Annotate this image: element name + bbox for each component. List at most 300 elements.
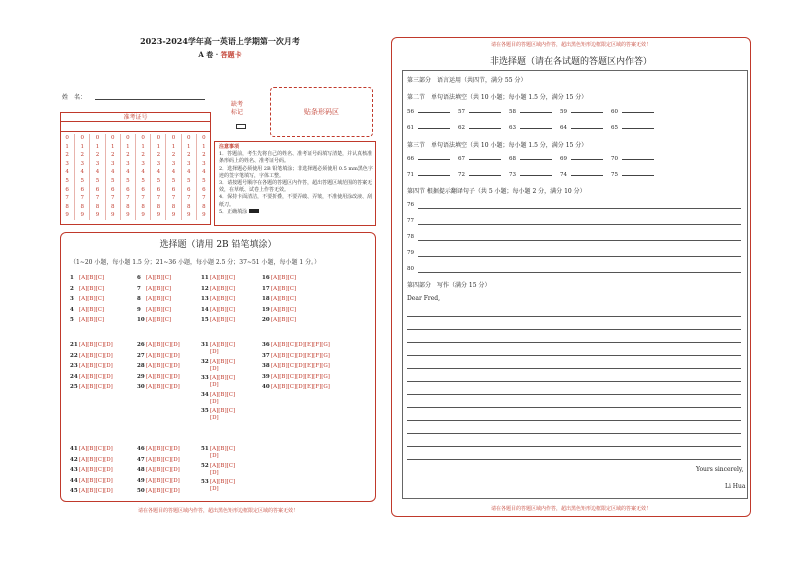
choice-question[interactable] [201, 296, 235, 303]
exam-digit-bubble[interactable]: 6 [65, 186, 69, 193]
writing-line[interactable] [407, 355, 741, 356]
exam-digit-bubble[interactable]: 4 [65, 169, 69, 176]
exam-digit-bubble[interactable]: 0 [171, 135, 176, 141]
answer-options[interactable]: [A][B][C][D] [79, 352, 113, 359]
choice-question[interactable] [262, 353, 330, 360]
blank-answer-line[interactable] [469, 171, 501, 176]
exam-digit-bubble[interactable]: 7 [171, 195, 176, 202]
choice-question[interactable] [70, 467, 113, 474]
choice-question[interactable] [70, 488, 113, 495]
answer-options[interactable]: [A][B][C][D] [79, 446, 113, 452]
exam-digit-bubble[interactable]: 3 [126, 160, 130, 167]
answer-options[interactable]: [A][B][C][D] [79, 342, 113, 348]
answer-options[interactable]: [A][B][C] [210, 296, 236, 302]
answer-option-d[interactable]: [D] [210, 486, 219, 492]
exam-digit-bubble[interactable]: 7 [110, 195, 115, 202]
exam-digit-bubble[interactable]: 1 [202, 143, 206, 150]
answer-options[interactable]: [A][B][C][D] [79, 488, 113, 494]
exam-digit-bubble[interactable]: 0 [186, 135, 191, 141]
answer-options[interactable]: [A][B][C] [271, 275, 297, 281]
answer-options[interactable]: [A][B][C] [271, 296, 297, 302]
exam-digit-bubble[interactable]: 3 [110, 160, 115, 167]
answer-options[interactable]: [A][B][C][D] [146, 446, 180, 452]
question-number: 49 [137, 477, 145, 484]
answer-options[interactable]: [A][B][C] [210, 462, 236, 469]
exam-digit-bubble[interactable]: 7 [126, 195, 130, 202]
exam-digit-column[interactable] [166, 134, 181, 220]
blank-answer-line[interactable] [622, 108, 654, 113]
choice-question[interactable] [70, 446, 113, 453]
exam-digit-bubble[interactable]: 5 [95, 177, 100, 184]
blank-answer-line[interactable] [571, 171, 603, 176]
choice-question[interactable] [201, 342, 235, 356]
answer-options[interactable]: [A][B][C] [271, 285, 297, 292]
answer-options[interactable]: [A][B][C] [146, 296, 172, 302]
exam-digit-bubble[interactable]: 6 [95, 186, 100, 193]
choice-question[interactable] [137, 317, 171, 324]
blank-answer-line[interactable] [469, 124, 501, 129]
exam-digit-bubble[interactable]: 9 [65, 212, 69, 219]
choice-question[interactable] [137, 478, 180, 485]
exam-digit-bubble[interactable]: 4 [126, 169, 130, 176]
choice-question[interactable] [201, 479, 235, 493]
answer-options[interactable]: [A][B][C] [210, 391, 236, 398]
question-number: 6 [137, 275, 141, 281]
choice-question[interactable] [137, 488, 180, 495]
blank-answer-line[interactable] [418, 108, 450, 113]
translation-answer-line[interactable] [418, 256, 741, 257]
exam-digit-bubble[interactable]: 5 [202, 177, 206, 184]
name-field[interactable] [95, 99, 205, 100]
exam-digit-bubble[interactable]: 8 [202, 203, 206, 210]
exam-digit-bubble[interactable]: 9 [186, 212, 191, 219]
answer-options[interactable]: [A][B][C] [210, 342, 236, 348]
exam-digit-bubble[interactable]: 6 [171, 186, 176, 193]
exam-digit-bubble[interactable]: 6 [110, 186, 115, 193]
blank-answer-line[interactable] [520, 124, 552, 129]
choice-question[interactable] [70, 374, 113, 381]
blank-row [407, 108, 662, 115]
exam-digit-bubble[interactable]: 5 [186, 177, 191, 184]
exam-digit-bubble[interactable]: 7 [202, 195, 206, 202]
exam-digit-bubble[interactable]: 7 [65, 195, 69, 202]
letter-closing: Yours sincerely, [696, 466, 744, 473]
exam-digit-bubble[interactable]: 2 [65, 152, 69, 159]
answer-options[interactable]: [A][B][C] [210, 358, 236, 365]
answer-options[interactable]: [A][B][C] [210, 375, 236, 381]
exam-digit-column[interactable] [106, 134, 121, 220]
choice-question[interactable] [70, 307, 104, 314]
question-number: 16 [262, 275, 270, 281]
blank-answer-line[interactable] [418, 171, 450, 176]
exam-digit-bubble[interactable]: 2 [80, 152, 85, 159]
answer-options[interactable]: [A][B][C] [210, 306, 236, 313]
exam-digit-bubble[interactable]: 7 [80, 195, 85, 202]
blank-answer-line[interactable] [469, 155, 501, 160]
writing-line[interactable] [407, 316, 741, 317]
choice-note: （1~20 小题，每小题 1.5 分；21~36 小题，每小题 2.5 分；37~51 小题，每小题 1 分。） [70, 259, 321, 266]
exam-digit-bubble[interactable]: 3 [141, 160, 145, 167]
choice-question[interactable] [262, 286, 296, 293]
answer-option-d[interactable]: [D] [210, 349, 219, 355]
exam-digit-bubble[interactable]: 2 [95, 152, 100, 159]
answer-option-d[interactable]: [D] [210, 398, 219, 405]
exam-digit-bubble[interactable]: 5 [110, 177, 115, 184]
question-number: 50 [137, 488, 145, 494]
choice-question[interactable] [201, 359, 235, 373]
choice-question[interactable] [70, 317, 104, 324]
exam-digit-bubble[interactable]: 8 [141, 203, 145, 210]
answer-options[interactable]: [A][B][C] [79, 306, 105, 313]
choice-question[interactable] [201, 446, 235, 460]
answer-option-d[interactable]: [D] [210, 469, 219, 476]
answer-options[interactable]: [A][B][C][D] [79, 467, 113, 473]
choice-question[interactable] [262, 342, 330, 349]
answer-options[interactable]: [A][B][C][D] [146, 384, 180, 390]
exam-digit-column[interactable] [197, 134, 211, 220]
exam-digit-bubble[interactable]: 0 [65, 135, 69, 141]
answer-options[interactable]: [A][B][C][D] [146, 477, 180, 484]
question-number: 43 [70, 467, 78, 473]
answer-options[interactable]: [A][B][C] [210, 479, 236, 485]
writing-line[interactable] [407, 329, 741, 330]
blank-answer-line[interactable] [520, 108, 552, 113]
writing-line[interactable] [407, 342, 741, 343]
blank-number: 63 [509, 125, 516, 131]
blank-answer-line[interactable] [520, 155, 552, 160]
exam-digit-bubble[interactable]: 0 [95, 135, 100, 141]
choice-question[interactable] [201, 463, 235, 477]
exam-digit-bubble[interactable]: 2 [156, 152, 161, 159]
exam-digit-bubble[interactable]: 4 [110, 169, 115, 176]
exam-digit-bubble[interactable]: 4 [95, 169, 100, 176]
choice-question[interactable] [70, 296, 104, 303]
answer-option-d[interactable]: [D] [210, 382, 219, 388]
exam-digit-bubble[interactable]: 7 [186, 195, 191, 202]
blank-answer-line[interactable] [571, 155, 603, 160]
choice-question[interactable] [70, 384, 113, 391]
choice-question[interactable] [201, 317, 235, 324]
blank-answer-line[interactable] [622, 124, 654, 129]
exam-digit-bubble[interactable]: 8 [186, 203, 191, 210]
answer-options[interactable]: [A][B][C] [210, 446, 236, 452]
choice-question[interactable] [201, 286, 235, 293]
exam-digit-bubble[interactable]: 3 [156, 160, 161, 167]
writing-line[interactable] [407, 446, 741, 447]
exam-digit-bubble[interactable]: 2 [141, 152, 145, 159]
absence-marker-label: 缺考标记 [230, 101, 243, 116]
exam-digit-column[interactable] [121, 134, 136, 220]
exam-digit-bubble[interactable]: 9 [141, 212, 145, 219]
question-number: 32 [201, 358, 209, 365]
exam-digit-bubble[interactable]: 6 [80, 186, 85, 193]
answer-options[interactable]: [A][B][C][D] [146, 467, 180, 473]
blank-answer-line[interactable] [418, 155, 450, 160]
exam-number-digit-columns[interactable] [60, 134, 211, 220]
answer-options[interactable]: [A][B][C][D] [146, 363, 180, 369]
exam-number-write-row[interactable] [60, 122, 211, 132]
choice-question[interactable] [137, 384, 180, 391]
exam-digit-bubble[interactable]: 1 [110, 143, 115, 150]
notice-text [219, 144, 373, 216]
blank-answer-line[interactable] [622, 171, 654, 176]
answer-options[interactable]: [A][B][C][D] [79, 456, 113, 463]
exam-digit-bubble[interactable]: 5 [171, 177, 176, 184]
answer-options[interactable]: [A][B][C] [79, 285, 105, 292]
answer-options[interactable]: [A][B][C][D][E][F][G] [271, 342, 330, 348]
question-number: 24 [70, 373, 78, 380]
exam-digit-bubble[interactable]: 0 [126, 135, 130, 141]
exam-digit-bubble[interactable]: 3 [95, 160, 100, 167]
exam-digit-bubble[interactable]: 9 [156, 212, 161, 219]
answer-options[interactable]: [A][B][C][D] [79, 477, 113, 484]
choice-question[interactable] [201, 307, 235, 314]
exam-digit-bubble[interactable]: 4 [171, 169, 176, 176]
exam-digit-bubble[interactable]: 8 [126, 203, 130, 210]
notice-title: 注意事项 [219, 144, 240, 150]
translation-answer-line[interactable] [418, 240, 741, 241]
exam-digit-column[interactable] [151, 134, 166, 220]
answer-options[interactable]: [A][B][C][D] [146, 488, 180, 494]
exam-digit-column[interactable] [90, 134, 105, 220]
answer-option-d[interactable]: [D] [210, 365, 219, 372]
writing-line[interactable] [407, 459, 741, 460]
exam-digit-bubble[interactable]: 8 [95, 203, 100, 210]
translation-answer-line[interactable] [418, 224, 741, 225]
letter-greeting: Dear Fred, [407, 295, 441, 302]
writing-line[interactable] [407, 368, 741, 369]
choice-question[interactable] [262, 384, 330, 391]
exam-digit-bubble[interactable]: 6 [126, 186, 130, 193]
translation-number: 80 [407, 266, 414, 272]
answer-options[interactable]: [A][B][C] [146, 285, 172, 292]
choice-question[interactable] [70, 353, 113, 360]
writing-line[interactable] [407, 433, 741, 434]
exam-digit-bubble[interactable]: 9 [95, 212, 100, 219]
exam-digit-bubble[interactable]: 4 [156, 169, 161, 176]
choice-question[interactable] [201, 392, 235, 406]
exam-digit-bubble[interactable]: 8 [156, 203, 161, 210]
answer-option-d[interactable]: [D] [210, 453, 219, 459]
exam-digit-bubble[interactable]: 8 [65, 203, 69, 210]
question-number: 30 [137, 384, 145, 390]
choice-question[interactable] [201, 408, 235, 422]
answer-options[interactable]: [A][B][C][D] [79, 363, 113, 369]
question-number: 42 [70, 456, 78, 463]
letter-signature: Li Hua [725, 483, 746, 490]
exam-digit-bubble[interactable]: 4 [186, 169, 191, 176]
answer-options[interactable]: [A][B][C] [146, 275, 172, 281]
choice-question[interactable] [70, 275, 104, 282]
blank-answer-line[interactable] [469, 108, 501, 113]
writing-line[interactable] [407, 420, 741, 421]
blank-answer-line[interactable] [571, 108, 603, 113]
choice-question[interactable] [137, 363, 180, 370]
exam-digit-bubble[interactable]: 5 [65, 177, 69, 184]
exam-digit-bubble[interactable]: 3 [186, 160, 191, 167]
question-number: 1 [70, 275, 74, 281]
answer-options[interactable]: [A][B][C] [79, 317, 105, 323]
choice-question[interactable] [70, 342, 113, 349]
exam-digit-bubble[interactable]: 3 [202, 160, 206, 167]
exam-digit-bubble[interactable]: 1 [95, 143, 100, 150]
answer-options[interactable]: [A][B][C][D][E][F][G] [271, 352, 330, 359]
exam-digit-bubble[interactable]: 2 [110, 152, 115, 159]
exam-digit-bubble[interactable]: 8 [171, 203, 176, 210]
writing-line[interactable] [407, 407, 741, 408]
choice-question[interactable] [70, 286, 104, 293]
exam-digit-bubble[interactable]: 9 [80, 212, 85, 219]
exam-digit-column[interactable] [60, 134, 75, 220]
question-number: 27 [137, 352, 145, 359]
exam-digit-bubble[interactable]: 3 [171, 160, 176, 167]
exam-digit-bubble[interactable]: 1 [141, 143, 145, 150]
choice-question[interactable] [262, 307, 296, 314]
exam-digit-bubble[interactable]: 2 [186, 152, 191, 159]
choice-question[interactable] [70, 478, 113, 485]
choice-question[interactable] [262, 317, 296, 324]
answer-options[interactable]: [A][B][C] [271, 306, 297, 313]
exam-digit-bubble[interactable]: 5 [156, 177, 161, 184]
choice-question[interactable] [137, 467, 180, 474]
translation-answer-line[interactable] [418, 272, 741, 273]
question-number: 8 [137, 296, 141, 302]
answer-options[interactable]: [A][B][C] [146, 317, 172, 323]
choice-question[interactable] [262, 363, 330, 370]
answer-options[interactable]: [A][B][C] [210, 408, 236, 414]
blank-number: 60 [611, 109, 618, 115]
exam-digit-bubble[interactable]: 7 [141, 195, 145, 202]
exam-digit-bubble[interactable]: 6 [202, 186, 206, 193]
exam-number-label: 准考证号 [60, 112, 211, 122]
blank-row [407, 171, 662, 178]
choice-question[interactable] [137, 342, 180, 349]
exam-digit-bubble[interactable]: 1 [80, 143, 85, 150]
answer-option-d[interactable]: [D] [210, 415, 219, 421]
exam-digit-bubble[interactable]: 6 [186, 186, 191, 193]
translation-number: 78 [407, 234, 414, 240]
question-number: 2 [70, 285, 74, 292]
exam-digit-bubble[interactable]: 0 [202, 135, 206, 141]
choice-question[interactable] [137, 353, 180, 360]
exam-digit-bubble[interactable]: 1 [65, 143, 69, 150]
choice-question[interactable] [201, 275, 235, 282]
exam-digit-bubble[interactable]: 6 [156, 186, 161, 193]
blank-answer-line[interactable] [622, 155, 654, 160]
choice-question[interactable] [137, 296, 171, 303]
exam-digit-bubble[interactable]: 0 [80, 135, 85, 141]
choice-question[interactable] [137, 286, 171, 293]
exam-digit-bubble[interactable]: 6 [141, 186, 145, 193]
exam-digit-bubble[interactable]: 3 [80, 160, 85, 167]
blank-answer-line[interactable] [571, 124, 603, 129]
exam-digit-bubble[interactable]: 2 [171, 152, 176, 159]
exam-digit-bubble[interactable]: 2 [126, 152, 130, 159]
choice-question[interactable] [137, 457, 180, 464]
answer-options[interactable]: [A][B][C][D] [146, 373, 180, 380]
exam-digit-bubble[interactable]: 3 [65, 160, 69, 167]
absence-marker-box[interactable] [236, 124, 246, 129]
exam-digit-bubble[interactable]: 4 [80, 169, 85, 176]
exam-digit-bubble[interactable]: 4 [202, 169, 206, 176]
exam-digit-bubble[interactable]: 5 [126, 177, 130, 184]
exam-digit-bubble[interactable]: 1 [186, 143, 191, 150]
exam-digit-bubble[interactable]: 9 [126, 212, 130, 219]
question-number: 31 [201, 342, 209, 348]
exam-digit-bubble[interactable]: 1 [171, 143, 176, 150]
exam-digit-bubble[interactable]: 5 [80, 177, 85, 184]
answer-options[interactable]: [A][B][C][D] [146, 352, 180, 359]
exam-digit-bubble[interactable]: 1 [126, 143, 130, 150]
answer-options[interactable]: [A][B][C] [210, 275, 236, 281]
blank-answer-line[interactable] [418, 124, 450, 129]
blank-answer-line[interactable] [520, 171, 552, 176]
answer-options[interactable]: [A][B][C] [79, 275, 105, 281]
answer-options[interactable]: [A][B][C] [146, 306, 172, 313]
choice-question[interactable] [137, 374, 180, 381]
writing-line[interactable] [407, 394, 741, 395]
exam-digit-bubble[interactable]: 7 [95, 195, 100, 202]
exam-digit-bubble[interactable]: 0 [156, 135, 161, 141]
exam-digit-column[interactable] [75, 134, 90, 220]
exam-digit-bubble[interactable]: 9 [171, 212, 176, 219]
translation-answer-line[interactable] [418, 208, 741, 209]
exam-digit-bubble[interactable]: 0 [110, 135, 115, 141]
answer-options[interactable]: [A][B][C][D] [79, 384, 113, 390]
answer-options[interactable]: [A][B][C][D][E][F][G] [271, 363, 330, 369]
answer-options[interactable]: [A][B][C][D] [146, 456, 180, 463]
right-top-warning: 请在各题目的答题区域内作答，超出黑色矩形边框限定区域的答案无效！ [490, 42, 651, 48]
exam-digit-bubble[interactable]: 5 [141, 177, 145, 184]
answer-options[interactable]: [A][B][C][D] [146, 342, 180, 348]
question-number: 13 [201, 296, 209, 302]
exam-digit-bubble[interactable]: 1 [156, 143, 161, 150]
exam-digit-bubble[interactable]: 0 [141, 135, 145, 141]
writing-line[interactable] [407, 381, 741, 382]
answer-options[interactable]: [A][B][C][D] [79, 373, 113, 380]
exam-digit-bubble[interactable]: 9 [202, 212, 206, 219]
exam-digit-bubble[interactable]: 7 [156, 195, 161, 202]
choice-question[interactable] [262, 296, 296, 303]
barcode-label: 贴条形码区 [304, 108, 339, 116]
choice-question[interactable] [70, 457, 113, 464]
answer-options[interactable]: [A][B][C] [210, 317, 236, 323]
exam-digit-bubble[interactable]: 2 [202, 152, 206, 159]
choice-question[interactable] [262, 374, 330, 381]
choice-question[interactable] [137, 275, 171, 282]
choice-question[interactable] [262, 275, 296, 282]
answer-options[interactable]: [A][B][C][D][E][F][G] [271, 373, 330, 380]
exam-digit-column[interactable] [136, 134, 151, 220]
choice-title: 选择题（请用 2B 铅笔填涂） [159, 240, 277, 250]
choice-question[interactable] [137, 446, 180, 453]
answer-options[interactable]: [A][B][C] [271, 317, 297, 323]
question-number: 28 [137, 363, 145, 369]
answer-options[interactable]: [A][B][C][D][E][F][G] [271, 384, 330, 390]
blank-number: 62 [458, 125, 465, 131]
exam-digit-bubble[interactable]: 8 [80, 203, 85, 210]
exam-digit-bubble[interactable]: 4 [141, 169, 145, 176]
choice-question[interactable] [201, 375, 235, 389]
exam-digit-column[interactable] [182, 134, 197, 220]
notice-item: 3．请按题号顺序在各题的答题区内作答，超出答题区域范围的答案无效，在草纸、试卷上作答无效。 [219, 180, 373, 194]
answer-options[interactable]: [A][B][C] [79, 296, 105, 302]
choice-question[interactable] [70, 363, 113, 370]
exam-digit-bubble[interactable]: 9 [110, 212, 115, 219]
choice-question[interactable] [137, 307, 171, 314]
answer-options[interactable]: [A][B][C] [210, 285, 236, 292]
exam-digit-bubble[interactable]: 8 [110, 203, 115, 210]
